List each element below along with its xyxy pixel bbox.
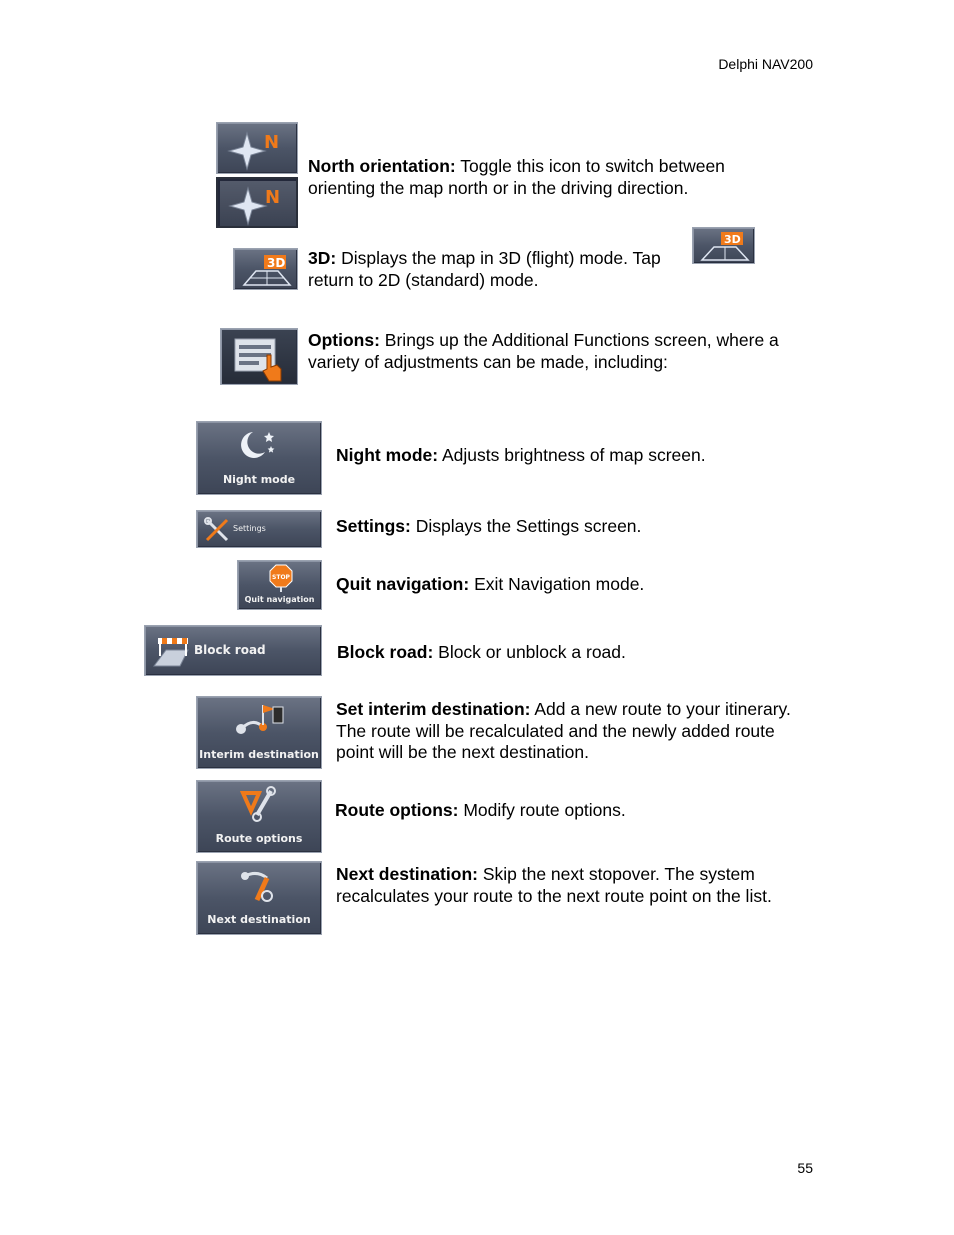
document-header: Delphi NAV200 [718,56,813,72]
north-orientation-icon [218,179,298,228]
interim-destination-description: Set interim destination: Add a new route to your itinerary. The route will be recalculated and the newly added route point will be the next destination. [336,699,791,762]
page-number: 55 [797,1160,813,1176]
next-destination-description: Next destination: Skip the next stopover. The system recalculates your route to the next route point on the list. [336,864,772,906]
3d-icon [234,249,298,290]
block-road-button[interactable] [144,625,322,676]
svg-text:3D: 3D [724,233,741,246]
svg-text:N: N [265,187,281,208]
route-options-label: Route options [215,832,303,845]
block-road-label: Block road [194,643,266,657]
3d-inline-button[interactable] [692,227,755,264]
svg-text:STOP: STOP [272,574,290,581]
quit-navigation-description: Quit navigation: Exit Navigation mode. [336,574,645,594]
north-orientation-button[interactable] [216,122,298,174]
quit-navigation-label: Quit navigation [244,595,315,604]
next-destination-icon [237,866,281,906]
road-barrier-icon [150,634,192,668]
svg-text:3D: 3D [267,256,286,270]
night-mode-button[interactable] [196,421,322,495]
options-description: Options: Brings up the Additional Functions screen, where a variety of adjustments can be made, including: [308,330,779,372]
route-options-button[interactable] [196,780,322,853]
settings-button[interactable] [196,510,322,548]
north-orientation-button-active[interactable] [216,177,298,228]
next-destination-button[interactable] [196,861,322,935]
moon-stars-icon [237,428,281,462]
tools-icon [203,516,231,544]
north-orientation-description: North orientation: Toggle this icon to switch between orienting the map north or in the driving direction. [308,156,725,198]
next-destination-label: Next destination [207,913,311,926]
interim-destination-icon [233,699,287,739]
route-options-icon [237,785,281,825]
options-icon [221,329,298,385]
3d-button[interactable] [233,248,298,290]
quit-navigation-button[interactable] [237,560,322,610]
interim-destination-button[interactable] [196,696,322,769]
route-options-description: Route options: Modify route options. [335,800,626,820]
settings-description: Settings: Displays the Settings screen. [336,516,642,536]
stop-sign-icon [269,564,293,592]
settings-label: Settings [233,524,266,533]
block-road-description: Block road: Block or unblock a road. [337,642,626,662]
night-mode-description: Night mode: Adjusts brightness of map screen. [336,445,706,465]
3d-icon [693,228,755,264]
3d-description: 3D: Displays the map in 3D (flight) mode. Tap return to 2D (standard) mode. [308,248,666,290]
svg-text:N: N [264,132,280,153]
north-orientation-icon [217,123,298,174]
options-button[interactable] [220,328,298,385]
night-mode-label: Night mode [222,473,296,486]
interim-destination-label: Interim destination [199,748,319,761]
